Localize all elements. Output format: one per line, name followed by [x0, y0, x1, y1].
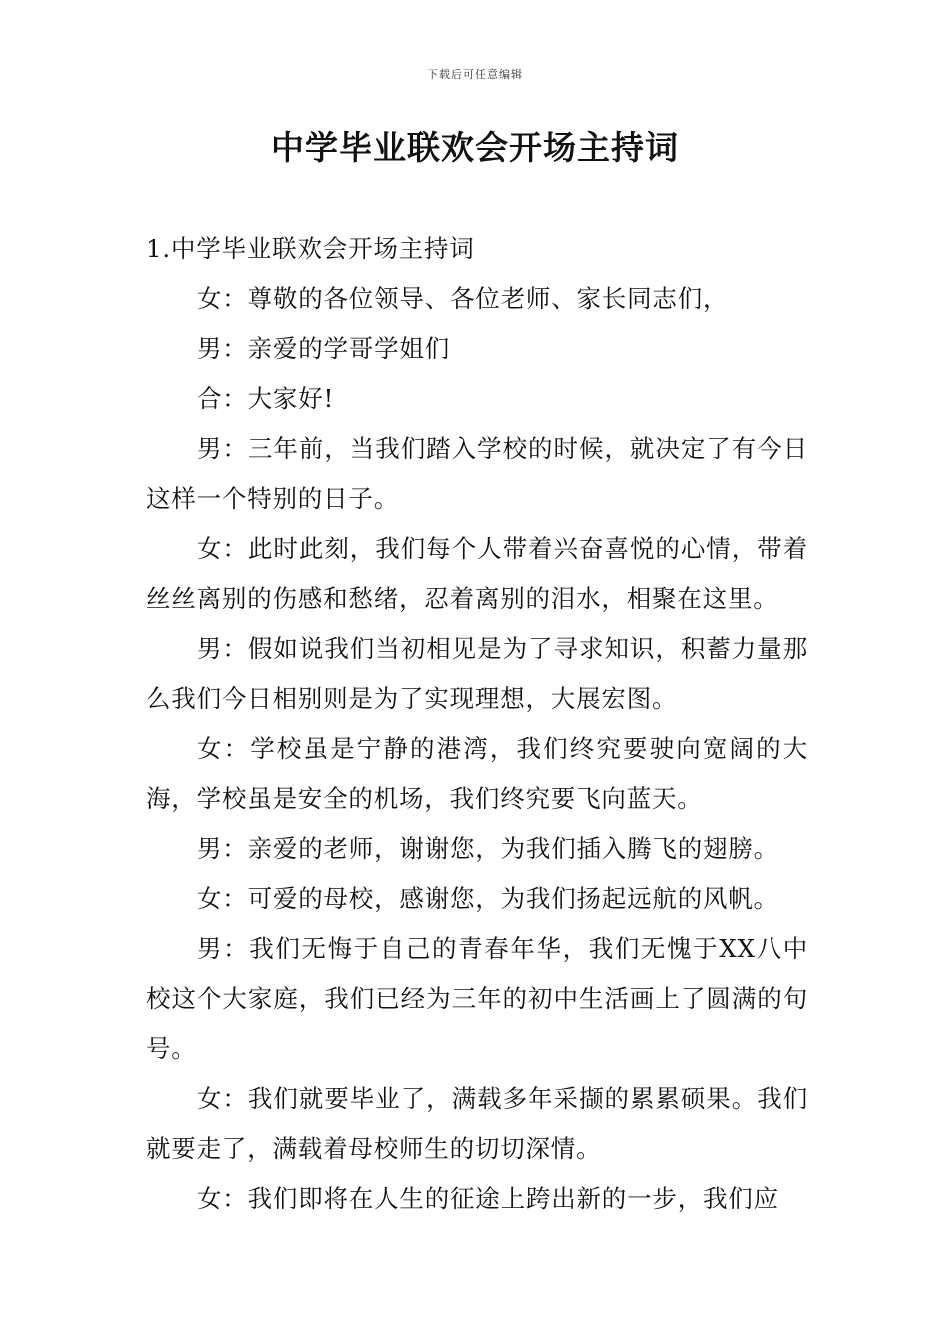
document-body: [146, 224, 808, 1224]
paragraph: 男：我们无悔于自己的青春年华，我们无愧于XX八中校这个大家庭，我们已经为三年的初中生活画上了圆满的句号。: [146, 934, 808, 1063]
header-note: 下载后可任意编辑: [427, 68, 523, 81]
paragraph: 合：大家好!: [197, 384, 335, 413]
paragraph: 女：我们即将在人生的征途上跨出新的一步，我们应: [197, 1184, 779, 1213]
paragraph: 男：假如说我们当初相见是为了寻求知识，积蓄力量那么我们今日相别则是为了实现理想，大展宏图。: [146, 634, 808, 713]
paragraph: 女：此时此刻，我们每个人带着兴奋喜悦的心情，带着丝丝离别的伤感和愁绪，忍着离别的泪水，相聚在这里。: [146, 534, 808, 613]
paragraph: 女：尊敬的各位领导、各位老师、家长同志们，: [197, 284, 729, 313]
paragraph: 女：学校虽是宁静的港湾，我们终究要驶向宽阔的大海，学校虽是安全的机场，我们终究要飞向蓝天。: [146, 734, 808, 813]
paragraph: 男：亲爱的老师，谢谢您，为我们插入腾飞的翅膀。: [197, 834, 779, 863]
section-heading: 1.中学毕业联欢会开场主持词: [146, 234, 475, 263]
paragraph: 女：我们就要毕业了，满载多年采撷的累累硕果。我们就要走了，满载着母校师生的切切深情。: [146, 1084, 808, 1163]
paragraph: 男：三年前，当我们踏入学校的时候，就决定了有今日这样一个特别的日子。: [146, 434, 808, 513]
paragraph: 男：亲爱的学哥学姐们: [197, 334, 450, 363]
paragraph: 女：可爱的母校，感谢您，为我们扬起远航的风帆。: [197, 884, 779, 913]
document-title: 中学毕业联欢会开场主持词: [271, 128, 679, 167]
